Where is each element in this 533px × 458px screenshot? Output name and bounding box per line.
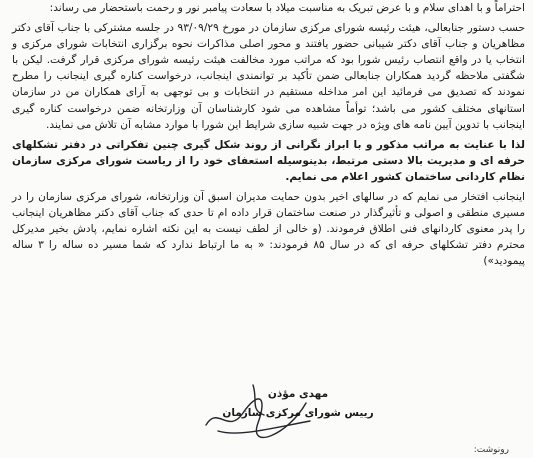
letter-body <box>12 0 525 274</box>
letter-paragraph-1: حسب دستور جنابعالی، هیئت رئیسه شورای مرکزی سازمان در مورخ ۹۳/۰۹/۲۹ در جلسه مشترکی با جناب آقای دکتر مظاهریان و جناب آقای دکتر شیبانی حضور یافتند و محور اصلی مذاکرات نحوه برگزاری انتخابات شورای مرکزی و انتخاب یا در واقع انتصاب رئیس شورا بود که مراتب مورد مخالفت هیئت رئیسه شورای مرکزی قرار گرفت. لیکن با شگفتی ملاحظه گردید همکاران جنابعالی ضمن تأکید بر توانمندی اینجانب، درخواست کناره گیری اینجانب را مطرح نمودند که تصدیق می فرمائید این امر مداخله مستقیم در انتخابات و بی توجهی به آرای همکاران من در سازمان استانهای مختلف کشور می باشد؛ توأماً مشاهده می شود کارشناسان آن وزارتخانه ضمن درخواست کناره گیری اینجانب با تدوین آیین نامه های ویژه در جهت شبیه سازی شرایط این شورا با موارد مشابه آن تلاش می نمایند. <box>12 22 525 131</box>
signature-block <box>213 385 383 423</box>
signer-title: رییس شورای مرکزی سازمان <box>222 407 374 419</box>
signer-name: مهدی مؤذن <box>267 388 329 400</box>
cc-label: رونوشت: <box>473 445 509 455</box>
letter-paragraph-2: اینجانب افتخار می نمایم که در سالهای اخیر بدون حمایت مدیران اسبق آن وزارتخانه، شورای مرکزی سازمان را در مسیری منطقی و اصولی و تأثیرگذار در صنعت ساختمان قرار داده ام تا حدی که جناب آقای دکتر مظاهریان اینجانب را پدر معنوی کاردانهای فنی اطلاق فرمودند. (و خالی از لطف نیست به این نکته اشاره نمایم، پادش بخیر مدیرکل محترم دفتر تشکلهای حرفه ای که در سال ۸۵ فرمودند: « به ما ارتباط ندارد که شما مسیر ده ساله را ۳ ساله پیمودید») <box>12 191 525 268</box>
letter-resignation-paragraph: لذا با عنایت به مراتب مذکور و با ابراز نگرانی از روند شکل گیری چنین تفکراتی در دفتر تشکلهای حرفه ای و مدیریت بالا دستی مرتبط، بدینوسیله استعفای خود را از ریاست شورای مرکزی سازمان نظام کاردانی ساختمان کشور اعلام می نمایم. <box>12 138 525 183</box>
letter-intro: احتراماً و با اهدای سلام و با عرض تبریک به مناسبت میلاد با سعادت پیامبر نور و رحمت باستحضار می رساند: <box>49 2 525 14</box>
